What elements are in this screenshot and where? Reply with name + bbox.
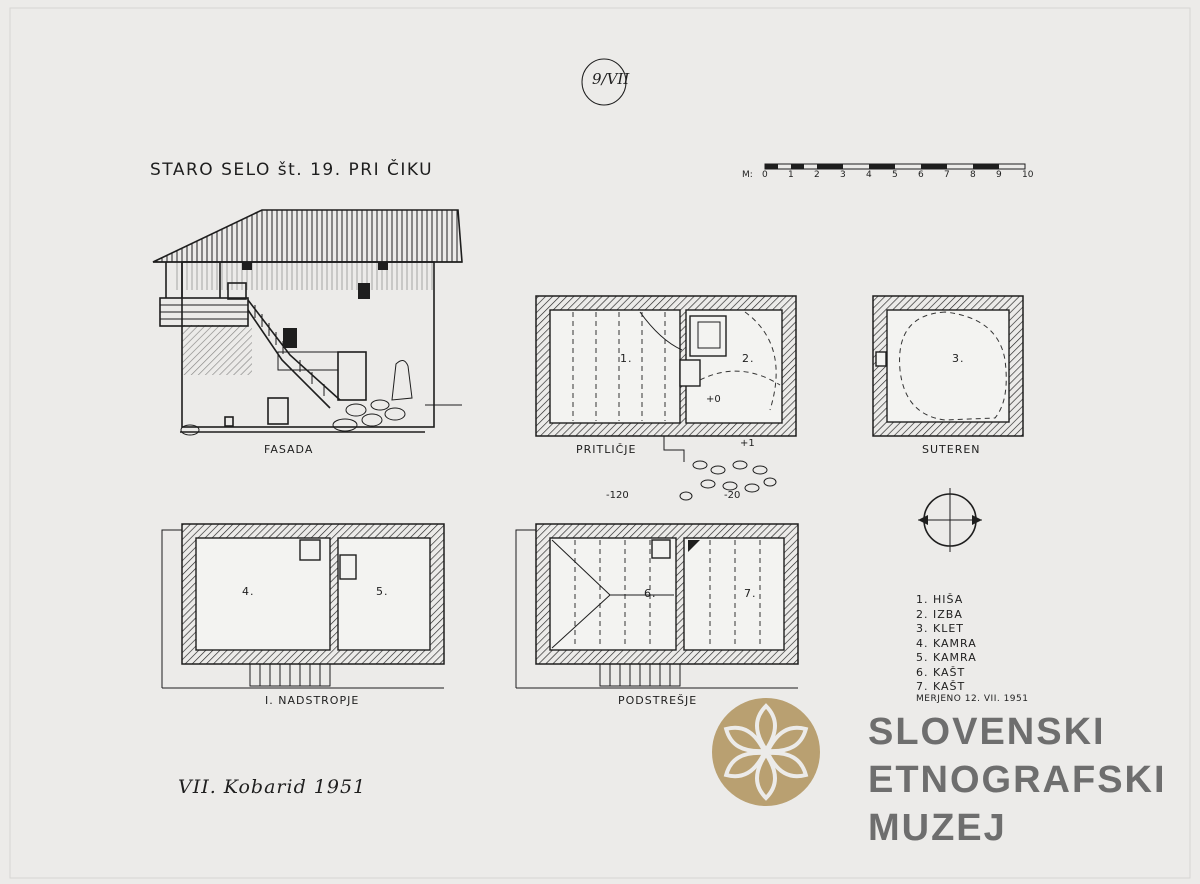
- scale-tick-label: 5: [892, 170, 898, 180]
- nadstropje-label: I. NADSTROPJE: [265, 694, 360, 707]
- legend-item: 6. KAŠT: [916, 665, 966, 679]
- nadstropje-plan: [162, 524, 444, 688]
- legend-item: 2. IZBA: [916, 607, 963, 621]
- scale-tick-label: 6: [918, 170, 924, 180]
- room-number-4: 4.: [242, 585, 255, 598]
- room-number-5: 5.: [376, 585, 389, 598]
- scale-tick-label: 7: [944, 170, 950, 180]
- legend-item: 1. HIŠA: [916, 593, 964, 606]
- scale-tick-label: 3: [840, 170, 846, 180]
- museum-logo: [712, 698, 820, 806]
- scale-tick-label: 1: [788, 170, 794, 180]
- legend-item: 3. KLET: [916, 622, 965, 635]
- scale-bar: [765, 164, 1025, 169]
- drawing-title: STARO SELO št. 19. PRI ČIKU: [150, 160, 434, 180]
- museum-name-line-1: SLOVENSKI: [868, 711, 1106, 753]
- fasada-drawing: [153, 210, 462, 435]
- museum-name-line-2: ETNOGRAFSKI: [868, 759, 1167, 801]
- podstresje-label: PODSTREŠJE: [618, 694, 698, 707]
- scale-tick-label: 9: [996, 170, 1002, 180]
- measured-date: MERJENO 12. VII. 1951: [916, 694, 1029, 704]
- level-plus-zero: +0: [706, 394, 721, 405]
- level-minus-120: -120: [606, 490, 629, 501]
- scale-unit-label: M:: [742, 170, 753, 180]
- scale-tick-label: 8: [970, 170, 976, 180]
- sheet-number: 9/VII: [592, 70, 630, 88]
- scale-tick-label: 0: [762, 170, 768, 180]
- pritlicje-label: PRITLIČJE: [576, 443, 637, 456]
- room-number-7: 7.: [744, 587, 757, 600]
- legend-item: 5. KAMRA: [916, 651, 977, 664]
- room-number-3: 3.: [952, 352, 965, 365]
- legend-item: 4. KAMRA: [916, 636, 977, 650]
- podstresje-plan: [516, 524, 798, 688]
- room-number-1: 1.: [620, 352, 633, 365]
- pritlicje-plan: [536, 296, 796, 502]
- room-number-6: 6.: [644, 587, 657, 600]
- compass-icon: [918, 488, 982, 552]
- location-note: VII. Kobarid 1951: [178, 776, 367, 798]
- scale-tick-label: 10: [1022, 170, 1034, 180]
- scale-tick-label: 4: [866, 170, 872, 180]
- fasada-label: FASADA: [264, 443, 314, 456]
- level-plus-one: +1: [740, 438, 755, 449]
- room-legend: [916, 593, 977, 695]
- museum-name-line-3: MUZEJ: [868, 807, 1007, 849]
- suteren-plan: [873, 296, 1023, 436]
- suteren-label: SUTEREN: [922, 443, 981, 456]
- scale-tick-label: 2: [814, 170, 820, 180]
- legend-item: 7. KAŠT: [916, 680, 966, 693]
- room-number-2: 2.: [742, 352, 755, 365]
- level-minus-20: -20: [724, 490, 741, 501]
